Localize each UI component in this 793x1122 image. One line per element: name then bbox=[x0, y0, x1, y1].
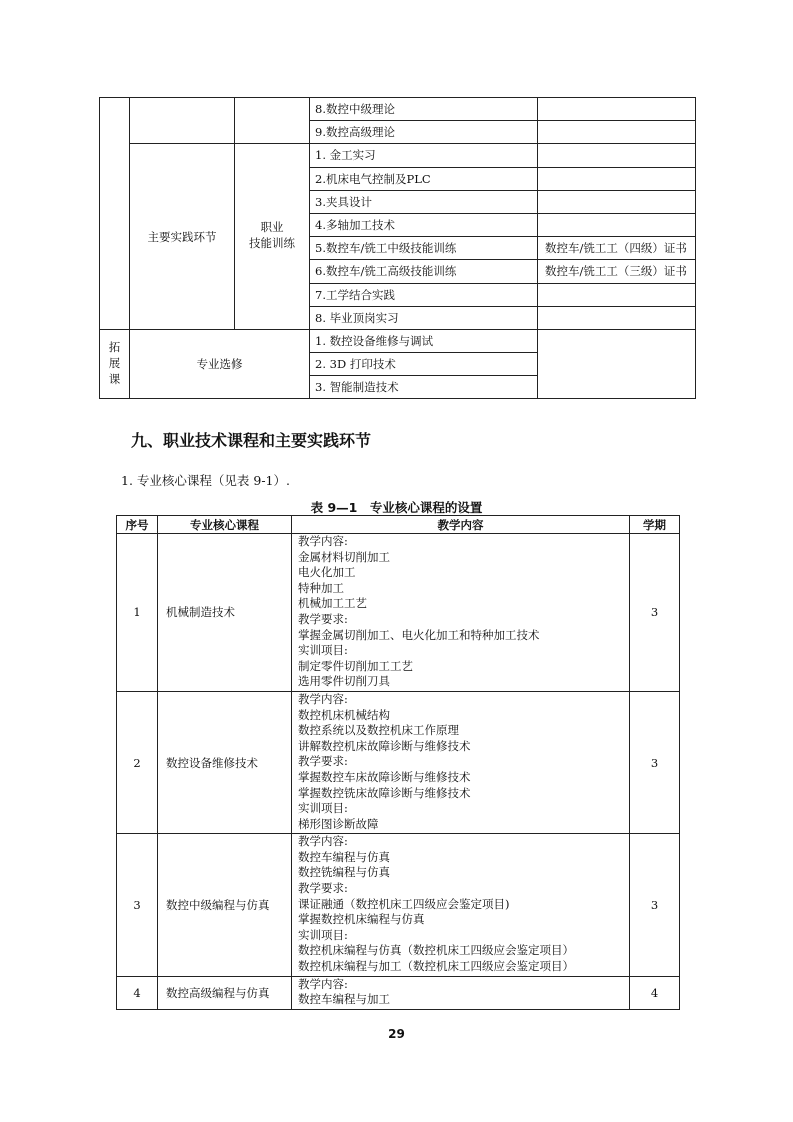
skill-label-line2: 技能训练 bbox=[249, 236, 295, 251]
content-line: 数控车编程与仿真 bbox=[298, 849, 390, 864]
content-line: 实训项目: bbox=[298, 643, 348, 658]
course-cell: 8. 毕业顶岗实习 bbox=[310, 306, 538, 329]
content-line: 实训项目: bbox=[298, 927, 348, 942]
course-cell: 2. 3D 打印技术 bbox=[310, 353, 538, 376]
content-line: 实训项目: bbox=[298, 801, 348, 816]
course-cell: 4.多轴加工技术 bbox=[310, 213, 538, 236]
skill-training-cell bbox=[235, 144, 310, 330]
row-no: 3 bbox=[117, 834, 158, 976]
course-cell: 3.夹具设计 bbox=[310, 190, 538, 213]
row-content bbox=[292, 691, 630, 833]
content-line: 数控机床机械结构 bbox=[298, 707, 390, 722]
category-cell-empty bbox=[235, 98, 310, 144]
ext-char: 课 bbox=[108, 371, 121, 386]
header-term: 学期 bbox=[630, 516, 680, 534]
cert-cell bbox=[538, 98, 696, 121]
content-line: 教学内容: bbox=[298, 534, 348, 548]
row-content bbox=[292, 834, 630, 976]
row-term: 3 bbox=[630, 834, 680, 976]
table-row bbox=[117, 976, 680, 1009]
elective-category-cell: 专业选修 bbox=[130, 329, 310, 399]
table-row bbox=[100, 98, 696, 121]
row-content bbox=[292, 976, 630, 1009]
course-cell: 1. 金工实习 bbox=[310, 144, 538, 167]
row-no: 2 bbox=[117, 691, 158, 833]
cert-cell bbox=[538, 167, 696, 190]
extension-category-cell bbox=[100, 329, 130, 399]
category-cell-empty bbox=[100, 98, 130, 330]
course-cell: 2.机床电气控制及PLC bbox=[310, 167, 538, 190]
content-line: 数控车编程与加工 bbox=[298, 992, 390, 1007]
cert-cell bbox=[538, 121, 696, 144]
row-course-name: 机械制造技术 bbox=[158, 534, 292, 692]
content-line: 讲解数控机床故障诊断与维修技术 bbox=[298, 738, 471, 753]
content-line: 掌握金属切削加工、电火化加工和特种加工技术 bbox=[298, 627, 540, 642]
content-line: 课证融通（数控机床工四级应会鉴定项目) bbox=[298, 896, 510, 911]
intro-line: 1. 专业核心课程（见表 9-1）. bbox=[121, 473, 290, 488]
row-content bbox=[292, 534, 630, 692]
content-line: 掌握数控机床编程与仿真 bbox=[298, 912, 425, 927]
table-row bbox=[100, 329, 696, 352]
content-line: 掌握数控铣床故障诊断与维修技术 bbox=[298, 785, 471, 800]
table-caption: 表 9—1 专业核心课程的设置 bbox=[310, 500, 483, 515]
row-term: 3 bbox=[630, 691, 680, 833]
row-term: 3 bbox=[630, 534, 680, 692]
course-structure-table bbox=[99, 97, 696, 399]
header-content: 教学内容 bbox=[292, 516, 630, 534]
cert-cell bbox=[538, 283, 696, 306]
course-cell: 9.数控高级理论 bbox=[310, 121, 538, 144]
practice-category-cell: 主要实践环节 bbox=[130, 144, 235, 330]
content-line: 选用零件切削刀具 bbox=[298, 674, 390, 689]
content-line: 机械加工工艺 bbox=[298, 596, 367, 611]
content-line: 制定零件切削加工工艺 bbox=[298, 658, 413, 673]
header-no: 序号 bbox=[117, 516, 158, 534]
cert-cell bbox=[538, 213, 696, 236]
row-course-name: 数控中级编程与仿真 bbox=[158, 834, 292, 976]
content-line: 掌握数控车床故障诊断与维修技术 bbox=[298, 769, 471, 784]
core-course-table bbox=[116, 515, 680, 1010]
course-cell: 1. 数控设备维修与调试 bbox=[310, 329, 538, 352]
page-number: 29 bbox=[388, 1027, 405, 1041]
ext-char: 展 bbox=[108, 355, 121, 370]
cert-cell: 数控车/铣工工（四级）证书 bbox=[538, 237, 696, 260]
content-line: 电火化加工 bbox=[298, 565, 356, 580]
content-line: 梯形图诊断故障 bbox=[298, 816, 379, 831]
table-row bbox=[117, 534, 680, 692]
row-term: 4 bbox=[630, 976, 680, 1009]
content-line: 教学内容: bbox=[298, 834, 348, 849]
row-no: 4 bbox=[117, 976, 158, 1009]
cert-cell bbox=[538, 144, 696, 167]
course-cell: 3. 智能制造技术 bbox=[310, 376, 538, 399]
table-row bbox=[117, 691, 680, 833]
header-course-name: 专业核心课程 bbox=[158, 516, 292, 534]
course-cell: 7.工学结合实践 bbox=[310, 283, 538, 306]
content-line: 数控机床编程与仿真（数控机床工四级应会鉴定项目） bbox=[298, 943, 574, 958]
table-header-row bbox=[117, 516, 680, 534]
content-line: 教学要求: bbox=[298, 754, 348, 769]
cert-cell-empty bbox=[538, 329, 696, 399]
content-line: 教学内容: bbox=[298, 976, 348, 991]
content-line: 教学要求: bbox=[298, 611, 348, 626]
skill-label-line1: 职业 bbox=[260, 220, 284, 235]
course-cell: 8.数控中级理论 bbox=[310, 98, 538, 121]
content-line: 教学要求: bbox=[298, 881, 348, 896]
section-heading: 九、职业技术课程和主要实践环节 bbox=[131, 431, 372, 450]
row-course-name: 数控高级编程与仿真 bbox=[158, 976, 292, 1009]
table-row bbox=[117, 834, 680, 976]
content-line: 金属材料切削加工 bbox=[298, 549, 390, 564]
category-cell-empty bbox=[130, 98, 235, 144]
row-no: 1 bbox=[117, 534, 158, 692]
content-line: 数控系统以及数控机床工作原理 bbox=[298, 723, 459, 738]
content-line: 数控机床编程与加工（数控机床工四级应会鉴定项目） bbox=[298, 959, 574, 974]
course-cell: 5.数控车/铣工中级技能训练 bbox=[310, 237, 538, 260]
core-table-body bbox=[117, 534, 680, 1010]
content-line: 数控铣编程与仿真 bbox=[298, 865, 390, 880]
cert-cell bbox=[538, 306, 696, 329]
cert-cell bbox=[538, 190, 696, 213]
row-course-name: 数控设备维修技术 bbox=[158, 691, 292, 833]
ext-char: 拓 bbox=[108, 339, 121, 354]
course-cell: 6.数控车/铣工高级技能训练 bbox=[310, 260, 538, 283]
content-line: 教学内容: bbox=[298, 691, 348, 706]
table-row bbox=[100, 144, 696, 167]
cert-cell: 数控车/铣工工（三级）证书 bbox=[538, 260, 696, 283]
content-line: 特种加工 bbox=[298, 580, 344, 595]
